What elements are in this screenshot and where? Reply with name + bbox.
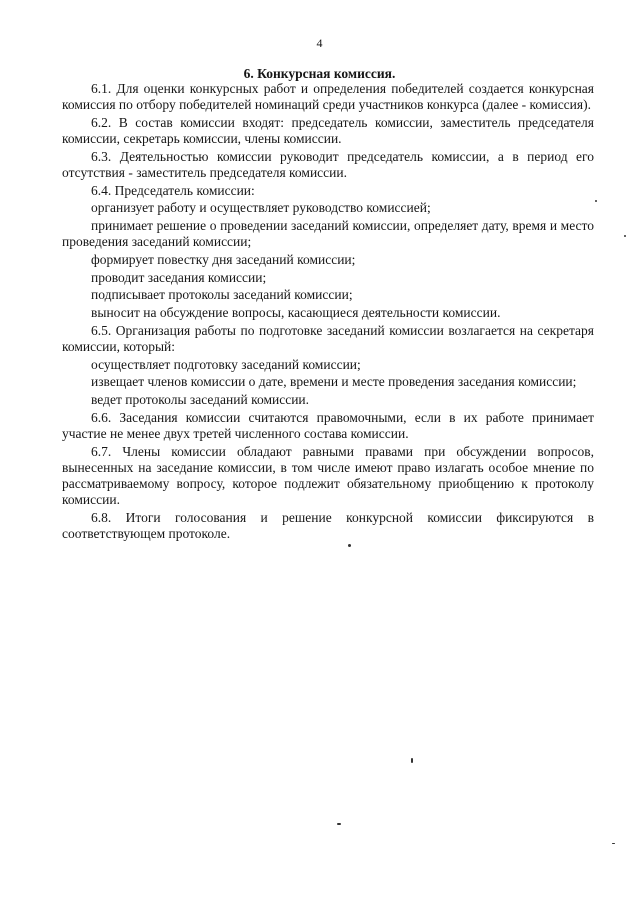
- scan-speck: [612, 843, 615, 844]
- paragraph-6-4: 6.4. Председатель комиссии:: [91, 182, 255, 198]
- paragraph-6-1: 6.1. Для оценки конкурсных работ и определения победителей создается конкурсная комиссия по отбору победителей номинаций среди участников конкурса (далее - комиссия).: [62, 81, 594, 113]
- scan-speck: [337, 823, 341, 825]
- section-body: [62, 81, 594, 542]
- list-item-secretary-duty-3: ведет протоколы заседаний комиссии.: [91, 392, 310, 408]
- scan-speck: [595, 200, 597, 202]
- list-item-chair-duty-3: формирует повестку дня заседаний комиссии;: [91, 252, 356, 268]
- page-number: 4: [316, 36, 323, 50]
- list-item-chair-duty-1: организует работу и осуществляет руководство комиссией;: [91, 200, 431, 216]
- paragraph-6-3: 6.3. Деятельностью комиссии руководит председатель комиссии, а в период его отсутствия - заместитель председателя комиссии.: [62, 148, 594, 181]
- paragraph-6-5: 6.5. Организация работы по подготовке заседаний комиссии возлагается на секретаря комиссии, который:: [62, 322, 594, 355]
- paragraph-6-2: 6.2. В состав комиссии входят: председатель комиссии, заместитель председателя комиссии, секретарь комиссии, члены комиссии.: [62, 114, 594, 147]
- scan-speck: [348, 544, 351, 547]
- list-item-chair-duty-6: выносит на обсуждение вопросы, касающиеся деятельности комиссии.: [91, 305, 501, 321]
- paragraph-6-6: 6.6. Заседания комиссии считаются правомочными, если в их работе принимает участие не менее двух третей численного состава комиссии.: [62, 409, 594, 442]
- list-item-chair-duty-5: подписывает протоколы заседаний комиссии;: [91, 287, 353, 303]
- list-item-chair-duty-2: принимает решение о проведении заседаний комиссии, определяет дату, время и место проведения заседаний комиссии;: [62, 218, 594, 250]
- paragraph-6-7: 6.7. Члены комиссии обладают равными правами при обсуждении вопросов, вынесенных на заседание комиссии, в том числе имеют право излагать особое мнение по рассматриваемому вопросу, которое подлежит обязательному приобщению к протоколу комиссии.: [62, 443, 594, 508]
- scan-speck: [624, 235, 626, 237]
- list-item-secretary-duty-2: извещает членов комиссии о дате, времени и месте проведения заседания комиссии;: [91, 374, 577, 390]
- list-item-chair-duty-4: проводит заседания комиссии;: [91, 269, 267, 285]
- paragraph-6-8: 6.8. Итоги голосования и решение конкурсной комиссии фиксируются в соответствующем протоколе.: [62, 510, 594, 542]
- section-title: 6. Конкурсная комиссия.: [243, 66, 396, 81]
- list-item-secretary-duty-1: осуществляет подготовку заседаний комиссии;: [91, 356, 361, 372]
- scan-speck: [411, 758, 413, 763]
